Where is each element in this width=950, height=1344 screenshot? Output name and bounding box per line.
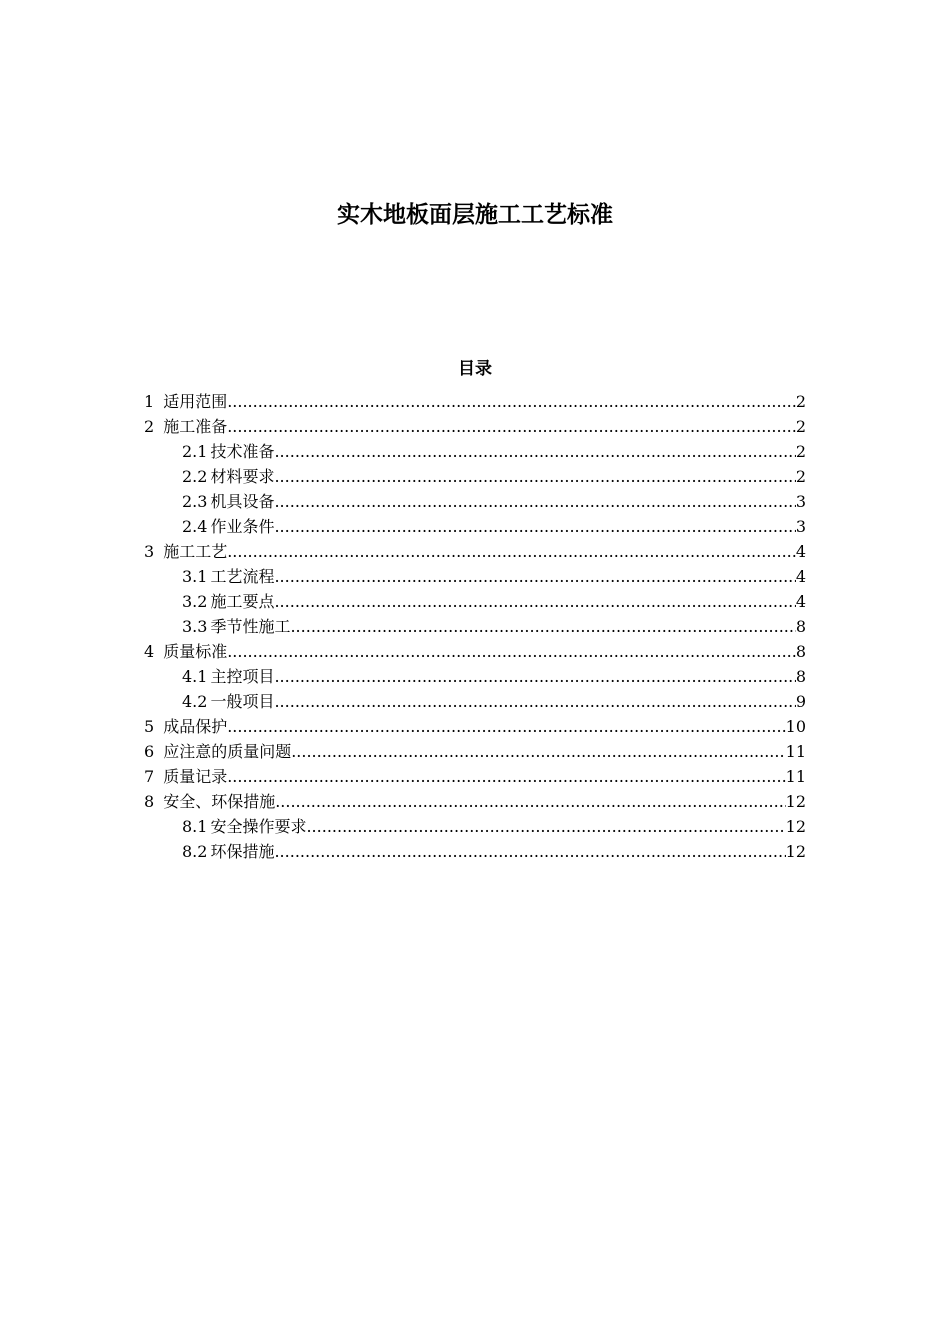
toc-dot-leader xyxy=(290,614,795,639)
toc-entry-number: 5 xyxy=(144,717,155,736)
toc-entry-3-2[interactable] xyxy=(144,589,806,614)
toc-dot-leader xyxy=(274,664,795,689)
toc-entry-title: 环保措施 xyxy=(210,842,275,861)
toc-entry-page: 10 xyxy=(785,717,806,736)
toc-entry-page: 8 xyxy=(795,667,806,686)
toc-entry-page: 4 xyxy=(795,567,806,586)
toc-dot-leader xyxy=(227,539,796,564)
toc-entry-number: 2.3 xyxy=(182,492,208,511)
toc-entry-page: 11 xyxy=(785,767,806,786)
toc-dot-leader xyxy=(227,414,796,439)
toc-entry-title: 适用范围 xyxy=(163,392,228,411)
toc-entry-number: 2.4 xyxy=(182,517,208,536)
toc-dot-leader xyxy=(275,789,785,814)
toc-entry-page: 8 xyxy=(795,642,806,661)
toc-entry-page: 2 xyxy=(795,467,806,486)
toc-entry-number: 8.1 xyxy=(182,817,208,836)
toc-entry-title: 安全、环保措施 xyxy=(163,792,276,811)
toc-entry-title: 质量标准 xyxy=(163,642,228,661)
toc-entry-7[interactable] xyxy=(144,764,806,789)
toc-entry-page: 4 xyxy=(795,592,806,611)
toc-entry-title: 材料要求 xyxy=(210,467,275,486)
toc-entry-number: 8 xyxy=(144,792,155,811)
toc-entry-page: 3 xyxy=(795,517,806,536)
toc-entry-title: 应注意的质量问题 xyxy=(163,742,292,761)
toc-dot-leader xyxy=(227,764,785,789)
toc-dot-leader xyxy=(274,439,795,464)
toc-entry-page: 2 xyxy=(795,442,806,461)
toc-entry-number: 2.1 xyxy=(182,442,208,461)
toc-entry-title: 机具设备 xyxy=(210,492,275,511)
toc-entry-2-3[interactable] xyxy=(144,489,806,514)
toc-entry-1[interactable] xyxy=(144,389,806,414)
toc-entry-page: 2 xyxy=(795,392,806,411)
toc-entry-title: 作业条件 xyxy=(210,517,275,536)
toc-entry-page: 3 xyxy=(795,492,806,511)
toc-entry-number: 3.3 xyxy=(182,617,208,636)
table-of-contents xyxy=(144,389,806,864)
toc-entry-number: 2.2 xyxy=(182,467,208,486)
toc-entry-page: 8 xyxy=(795,617,806,636)
toc-entry-8[interactable] xyxy=(144,789,806,814)
toc-entry-title: 主控项目 xyxy=(210,667,275,686)
toc-entry-8-2[interactable] xyxy=(144,839,806,864)
toc-entry-page: 12 xyxy=(785,817,806,836)
toc-entry-title: 质量记录 xyxy=(163,767,228,786)
toc-dot-leader xyxy=(274,689,795,714)
toc-entry-number: 3 xyxy=(144,542,155,561)
toc-entry-2-1[interactable] xyxy=(144,439,806,464)
toc-entry-title: 技术准备 xyxy=(210,442,275,461)
toc-entry-page: 12 xyxy=(785,842,806,861)
toc-dot-leader xyxy=(291,739,785,764)
toc-entry-number: 4 xyxy=(144,642,155,661)
toc-entry-title: 工艺流程 xyxy=(210,567,275,586)
toc-entry-page: 4 xyxy=(795,542,806,561)
toc-dot-leader xyxy=(274,464,795,489)
toc-entry-3[interactable] xyxy=(144,539,806,564)
toc-entry-number: 6 xyxy=(144,742,155,761)
toc-entry-2-4[interactable] xyxy=(144,514,806,539)
toc-entry-2-2[interactable] xyxy=(144,464,806,489)
toc-entry-title: 成品保护 xyxy=(163,717,228,736)
toc-entry-6[interactable] xyxy=(144,739,806,764)
toc-entry-number: 3.2 xyxy=(182,592,208,611)
toc-entry-title: 季节性施工 xyxy=(210,617,291,636)
toc-dot-leader xyxy=(227,389,796,414)
toc-entry-page: 9 xyxy=(795,692,806,711)
toc-entry-number: 2 xyxy=(144,417,155,436)
toc-heading: 目录 xyxy=(458,359,492,379)
toc-dot-leader xyxy=(227,714,785,739)
toc-entry-number: 3.1 xyxy=(182,567,208,586)
toc-entry-title: 一般项目 xyxy=(210,692,275,711)
toc-dot-leader xyxy=(274,589,795,614)
toc-entry-title: 施工准备 xyxy=(163,417,228,436)
toc-entry-4-2[interactable] xyxy=(144,689,806,714)
toc-entry-title: 施工要点 xyxy=(210,592,275,611)
toc-entry-3-1[interactable] xyxy=(144,564,806,589)
toc-entry-number: 8.2 xyxy=(182,842,208,861)
toc-entry-number: 1 xyxy=(144,392,155,411)
toc-dot-leader xyxy=(274,489,795,514)
toc-dot-leader xyxy=(274,839,785,864)
toc-entry-page: 2 xyxy=(795,417,806,436)
toc-entry-number: 7 xyxy=(144,767,155,786)
toc-entry-5[interactable] xyxy=(144,714,806,739)
toc-dot-leader xyxy=(227,639,796,664)
toc-entry-number: 4.2 xyxy=(182,692,208,711)
document-title: 实木地板面层施工工艺标准 xyxy=(337,202,613,228)
toc-entry-8-1[interactable] xyxy=(144,814,806,839)
toc-entry-4[interactable] xyxy=(144,639,806,664)
toc-entry-title: 安全操作要求 xyxy=(210,817,307,836)
toc-dot-leader xyxy=(274,514,795,539)
toc-dot-leader xyxy=(274,564,795,589)
toc-entry-page: 12 xyxy=(785,792,806,811)
toc-entry-title: 施工工艺 xyxy=(163,542,228,561)
toc-entry-3-3[interactable] xyxy=(144,614,806,639)
toc-entry-number: 4.1 xyxy=(182,667,208,686)
toc-entry-page: 11 xyxy=(785,742,806,761)
toc-entry-2[interactable] xyxy=(144,414,806,439)
toc-dot-leader xyxy=(306,814,785,839)
toc-entry-4-1[interactable] xyxy=(144,664,806,689)
